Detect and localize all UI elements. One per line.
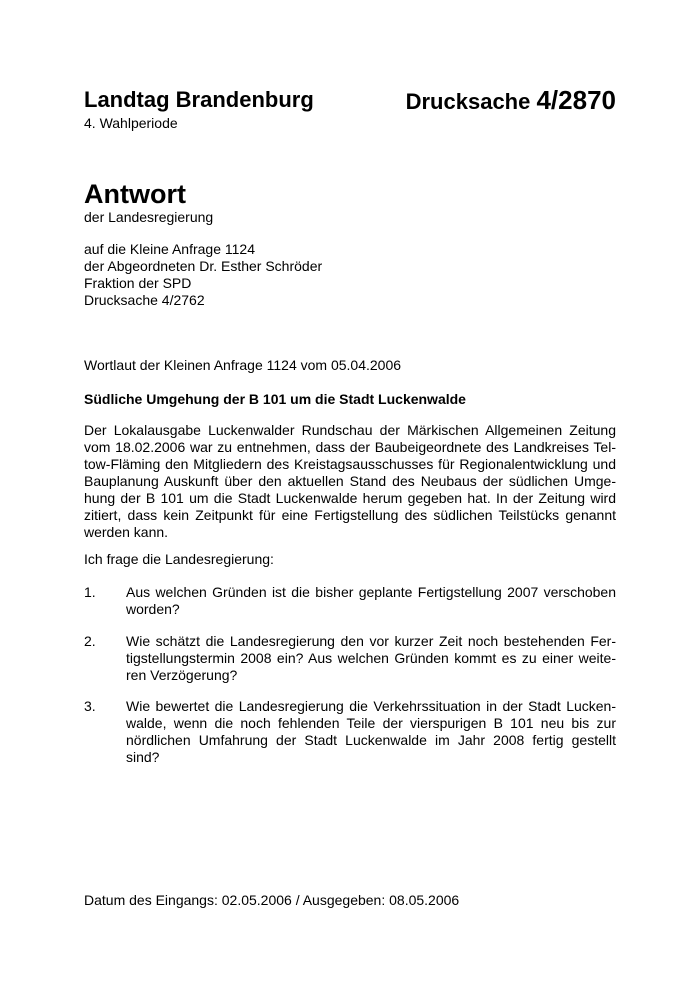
intro-paragraph bbox=[84, 422, 616, 541]
paragraph-line: Der Lokalausgabe Luckenwalder Rundschau der Märkischen Allgemeinen Zeitung bbox=[84, 422, 616, 438]
question-text bbox=[126, 698, 616, 766]
document-number bbox=[406, 86, 616, 116]
paragraph-line: tow-Fläming den Mitgliedern des Kreistagsausschusses für Regionalentwicklung und bbox=[84, 456, 616, 472]
question-number: 2. bbox=[84, 633, 96, 649]
question-line: tigstellungstermin 2008 ein? Aus welchen Gründen kommt es zu einer weite- bbox=[126, 650, 616, 666]
question-line: nördlichen Umfahrung der Stadt Luckenwalde im Jahr 2008 fertig gestellt bbox=[126, 732, 616, 748]
question-3 bbox=[84, 698, 616, 766]
question-line: Wie bewertet die Landesregierung die Verkehrssituation in der Stadt Lucken- bbox=[126, 698, 616, 714]
paragraph-line: vom 18.02.2006 war zu entnehmen, dass der Baubeigeordnete des Landkreises Tel- bbox=[84, 439, 616, 455]
question-text bbox=[126, 584, 616, 618]
paragraph-line: werden kann. bbox=[84, 524, 169, 540]
document-number-value: 4/2870 bbox=[536, 85, 616, 115]
meta-line: auf die Kleine Anfrage 1124 bbox=[84, 241, 255, 257]
inquiry-meta bbox=[84, 241, 322, 309]
question-1 bbox=[84, 584, 616, 618]
document-subtitle: der Landesregierung bbox=[84, 209, 214, 225]
question-2 bbox=[84, 633, 616, 684]
question-number: 3. bbox=[84, 698, 96, 714]
receipt-date-line: Datum des Eingangs: 02.05.2006 / Ausgegeben: 08.05.2006 bbox=[84, 892, 460, 908]
wortlaut-line: Wortlaut der Kleinen Anfrage 1124 vom 05.04.2006 bbox=[84, 357, 402, 373]
meta-line: Fraktion der SPD bbox=[84, 275, 192, 291]
question-line: ren Verzögerung? bbox=[126, 667, 238, 683]
question-text bbox=[126, 633, 616, 684]
meta-line: Drucksache 4/2762 bbox=[84, 292, 205, 308]
question-line: worden? bbox=[126, 601, 180, 617]
document-title: Antwort bbox=[84, 179, 186, 209]
ask-line: Ich frage die Landesregierung: bbox=[84, 551, 274, 567]
paragraph-line: hung der B 101 um die Stadt Luckenwalde herum gegeben hat. In der Zeitung wird bbox=[84, 490, 616, 506]
paragraph-line: Bauplanung Auskunft über den aktuellen Stand des Neubaus der südlichen Umge- bbox=[84, 473, 616, 489]
question-line: walde, wenn die noch fehlenden Teile der vierspurigen B 101 neu bis zur bbox=[126, 715, 616, 731]
subject-heading: Südliche Umgehung der B 101 um die Stadt Luckenwalde bbox=[84, 391, 466, 407]
question-number: 1. bbox=[84, 584, 96, 600]
question-line: sind? bbox=[126, 749, 160, 765]
meta-line: der Abgeordneten Dr. Esther Schröder bbox=[84, 258, 323, 274]
question-line: Wie schätzt die Landesregierung den vor kurzer Zeit noch bestehenden Fer- bbox=[126, 633, 616, 649]
document-label: Drucksache bbox=[405, 89, 537, 114]
parliament-name: Landtag Brandenburg bbox=[84, 87, 314, 112]
paragraph-line: zitiert, dass kein Zeitpunkt für eine Fertigstellung des südlichen Teilstücks genannt bbox=[84, 507, 616, 523]
electoral-period: 4. Wahlperiode bbox=[84, 115, 178, 131]
question-line: Aus welchen Gründen ist die bisher geplante Fertigstellung 2007 verschoben bbox=[126, 584, 616, 600]
